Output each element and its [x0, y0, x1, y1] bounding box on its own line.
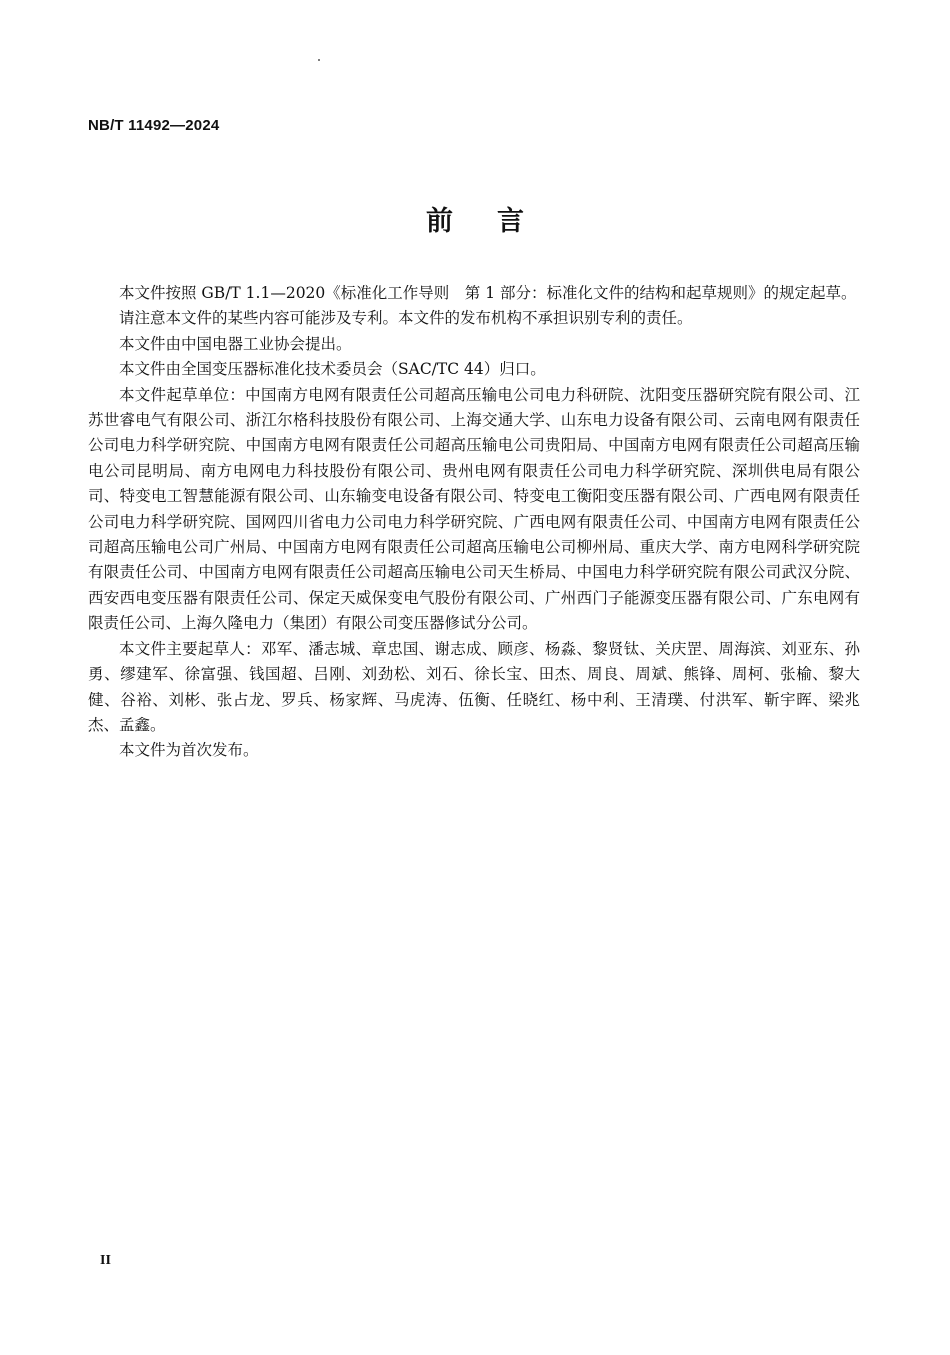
paragraph-first-edition: 本文件为首次发布。: [119, 741, 259, 760]
paragraph-drafting-organizations: 本文件起草单位：中国南方电网有限责任公司超高压输电公司电力科研院、沈阳变压器研究院有限公司、江苏世睿电气有限公司、浙江尔格科技股份有限公司、上海交通大学、山东电力设备有限公司、云南电网有限责任公司电力科学研究院、中国南方电网有限责任公司超高压输电公司贵阳局、中国南方电网有限责任公司超高压输电公司昆明局、南方电网电力科技股份有限公司、贵州电网有限责任公司电力科学研究院、深圳供电局有限公司、特变电工智慧能源有限公司、山东输变电设备有限公司、特变电工衡阳变压器有限公司、广西电网有限责任公司电力科学研究院、国网四川省电力公司电力科学研究院、广西电网有限责任公司、中国南方电网有限责任公司超高压输电公司广州局、中国南方电网有限责任公司超高压输电公司柳州局、重庆大学、南方电网科学研究院有限责任公司、中国南方电网有限责任公司超高压输电公司天生桥局、中国电力科学研究院有限公司武汉分院、西安西电变压器有限责任公司、保定天威保变电气股份有限公司、广州西门子能源变压器有限公司、广东电网有限责任公司、上海久隆电力（集团）有限公司变压器修试分公司。: [88, 385, 860, 633]
scan-speck: [318, 59, 320, 61]
paragraph-proposer: 本文件由中国电器工业协会提出。: [119, 334, 352, 353]
paragraph-drafters: 本文件主要起草人：邓军、潘志城、章忠国、谢志成、顾彦、杨淼、黎贤钛、关庆罡、周海滨、刘亚东、孙勇、缪建军、徐富强、钱国超、吕刚、刘劲松、刘石、徐长宝、田杰、周良、周斌、熊锋、周柯、张榆、黎大健、谷裕、刘彬、张占龙、罗兵、杨家辉、马虎涛、伍衡、任晓红、杨中利、王清璞、付洪军、靳宇晖、梁兆杰、孟鑫。: [88, 639, 860, 734]
paragraph-drafting-rules: 本文件按照 GB/T 1.1—2020《标准化工作导则 第 1 部分：标准化文件的结构和起草规则》的规定起草。: [119, 284, 857, 302]
paragraph-patent-notice: 请注意本文件的某些内容可能涉及专利。本文件的发布机构不承担识别专利的责任。: [119, 309, 693, 328]
standard-code: NB/T 11492—2024: [88, 117, 220, 134]
page-number: II: [100, 1253, 111, 1268]
foreword-body: [88, 281, 860, 764]
page-title: 前言: [426, 206, 568, 237]
paragraph-technical-committee: 本文件由全国变压器标准化技术委员会（SAC/TC 44）归口。: [119, 360, 546, 379]
